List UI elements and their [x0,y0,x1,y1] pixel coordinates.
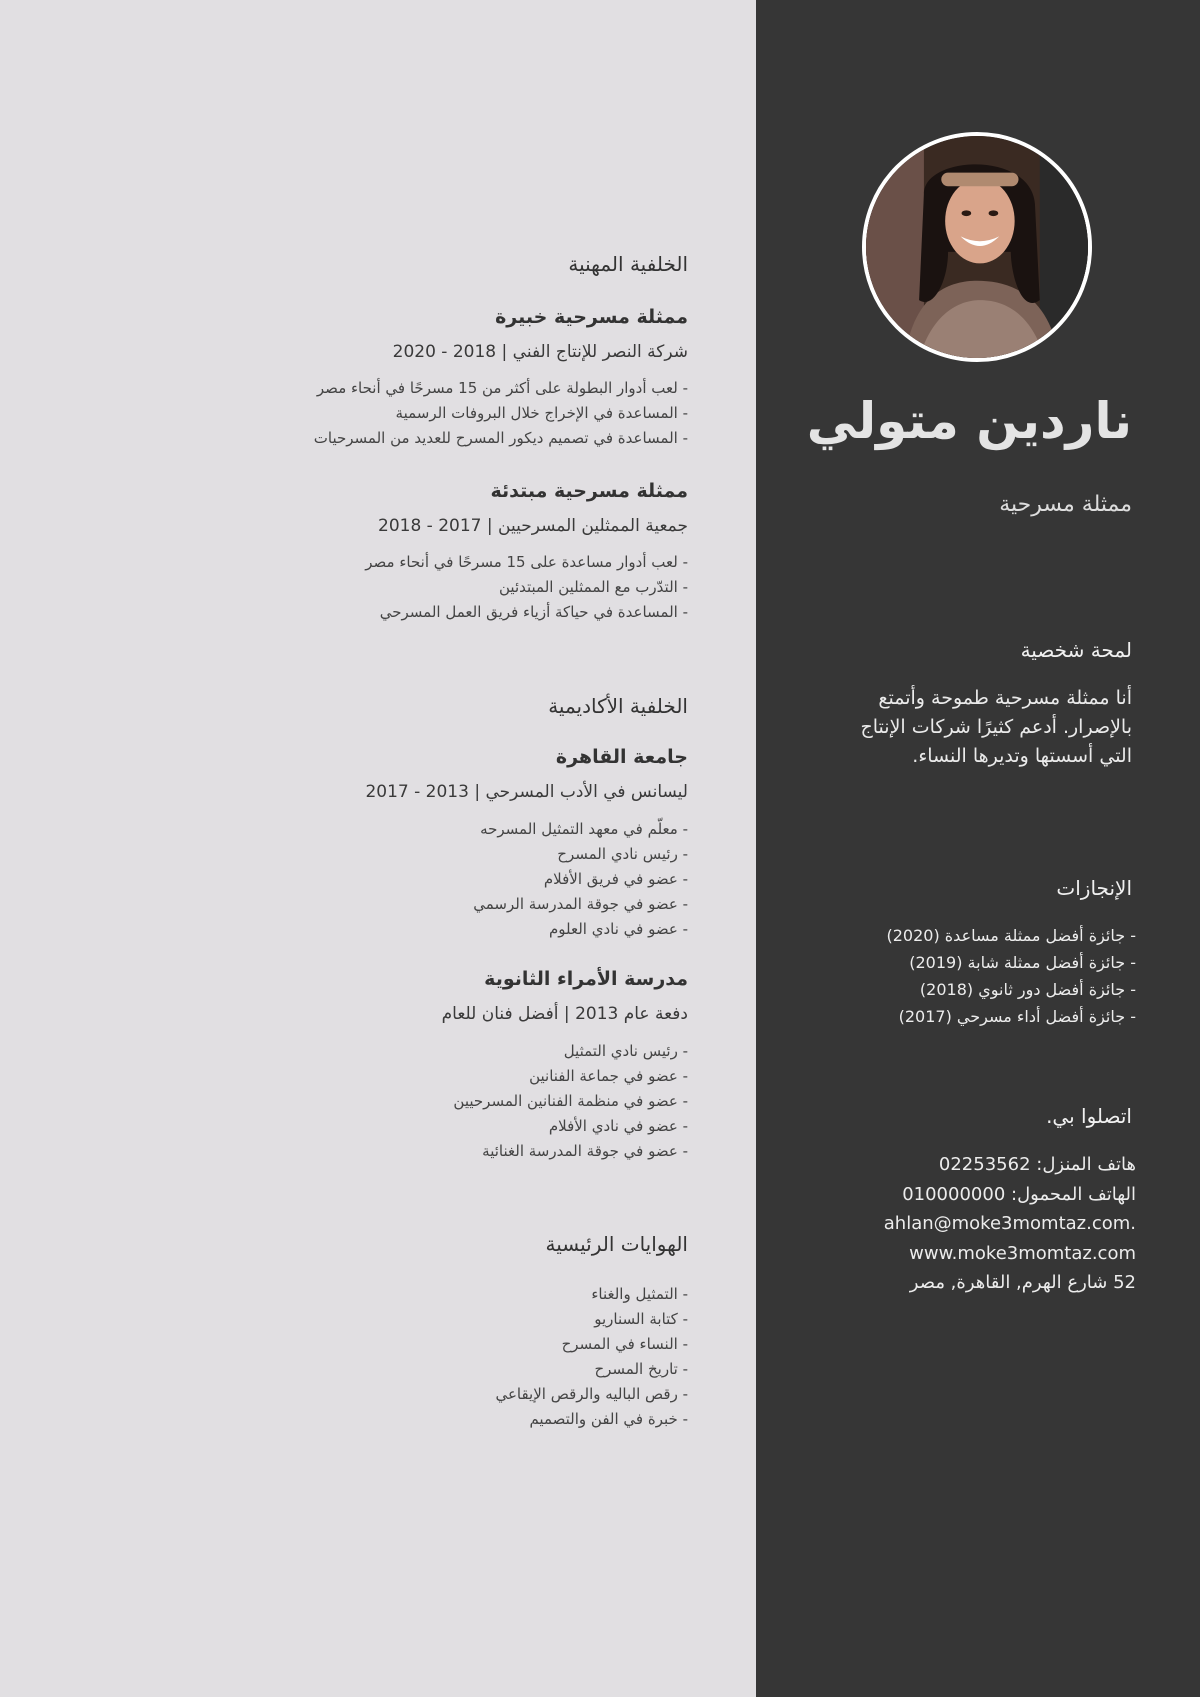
list-item: - تاريخ المسرح [594,1360,688,1378]
list-item: - رئيس نادي التمثيل [563,1042,688,1060]
achievements-heading: الإنجازات [1056,876,1132,900]
school-activities-list [168,1039,688,1164]
list-item: - عضو في جماعة الفنانين [529,1067,688,1085]
list-item: - المساعدة في تصميم ديكور المسرح للعديد من المسرحيات [313,429,688,447]
job-org: شركة النصر للإنتاج الفني | 2018 - 2020 [392,342,688,362]
list-item: - عضو في جوقة المدرسة الرسمي [473,895,688,913]
experience-heading: الخلفية المهنية [568,252,688,276]
about-text [772,684,1132,771]
job-duties-list [168,550,688,625]
list-item: - جائزة أفضل أداء مسرحي (2017) [898,1007,1136,1026]
list-item: - لعب أدوار البطولة على أكثر من 15 مسرحًا في أنحاء مصر [316,379,688,397]
about-line: أنا ممثلة مسرحية طموحة وأتمتع [878,687,1132,709]
job-duties-list [168,376,688,451]
list-item: - عضو في نادي الأفلام [548,1117,688,1135]
contact-email[interactable]: ahlan@moke3momtaz.com. [883,1213,1136,1234]
contact-website[interactable]: www.moke3momtaz.com [909,1242,1136,1264]
list-item: - عضو في جوقة المدرسة الغنائية [482,1142,688,1160]
achievements-list [756,922,1136,1030]
school-title: مدرسة الأمراء الثانوية [484,968,688,990]
list-item: - عضو في منظمة الفنانين المسرحيين [453,1092,688,1110]
school-activities-list [168,817,688,942]
school-degree: دفعة عام 2013 | أفضل فنان للعام [441,1004,688,1024]
school-degree: ليسانس في الأدب المسرحي | 2013 - 2017 [365,782,688,802]
list-item: - جائزة أفضل ممثلة مساعدة (2020) [886,926,1136,945]
job-title: ممثلة مسرحية مبتدئة [490,480,688,502]
list-item: - معلّم في معهد التمثيل المسرحه [480,820,688,838]
contact-heading: اتصلوا بي. [1046,1104,1132,1128]
list-item: - جائزة أفضل دور ثانوي (2018) [919,980,1136,999]
about-line: التي أسستها وتديرها النساء. [912,745,1132,767]
list-item: - المساعدة في الإخراج خلال البروفات الرسمية [395,404,688,422]
list-item: - كتابة السناريو [594,1310,688,1328]
list-item: - رئيس نادي المسرح [557,845,688,863]
hobbies-list [168,1282,688,1432]
contact-list [756,1150,1136,1298]
contact-home-phone: هاتف المنزل: 02253562 [938,1154,1136,1175]
list-item: - لعب أدوار مساعدة على 15 مسرحًا في أنحاء مصر [365,553,688,571]
profile-photo-image [866,136,1088,358]
list-item: - رقص الباليه والرقص الإيقاعي [495,1385,688,1403]
education-heading: الخلفية الأكاديمية [548,694,688,718]
list-item: - التمثيل والغناء [591,1285,688,1303]
about-line: بالإصرار. أدعم كثيرًا شركات الإنتاج [860,716,1132,738]
profile-photo [862,132,1092,362]
hobbies-heading: الهوايات الرئيسية [545,1232,688,1256]
list-item: - المساعدة في حياكة أزياء فريق العمل المسرحي [379,603,688,621]
school-title: جامعة القاهرة [555,746,688,768]
candidate-role: ممثلة مسرحية [999,492,1132,517]
contact-address: 52 شارع الهرم, القاهرة, مصر [909,1272,1136,1293]
list-item: - النساء في المسرح [561,1335,688,1353]
list-item: - عضو في فريق الأفلام [543,870,688,888]
job-org: جمعية الممثلين المسرحيين | 2017 - 2018 [378,516,688,536]
about-heading: لمحة شخصية [1020,638,1132,662]
candidate-name: ناردين متولي [806,392,1132,450]
list-item: - خبرة في الفن والتصميم [529,1410,688,1428]
list-item: - جائزة أفضل ممثلة شابة (2019) [909,953,1136,972]
list-item: - التدّرب مع الممثلين المبتدئين [499,578,688,596]
job-title: ممثلة مسرحية خبيرة [495,306,688,328]
list-item: - عضو في نادي العلوم [548,920,688,938]
contact-mobile-phone: الهاتف المحمول: 010000000 [902,1183,1136,1205]
